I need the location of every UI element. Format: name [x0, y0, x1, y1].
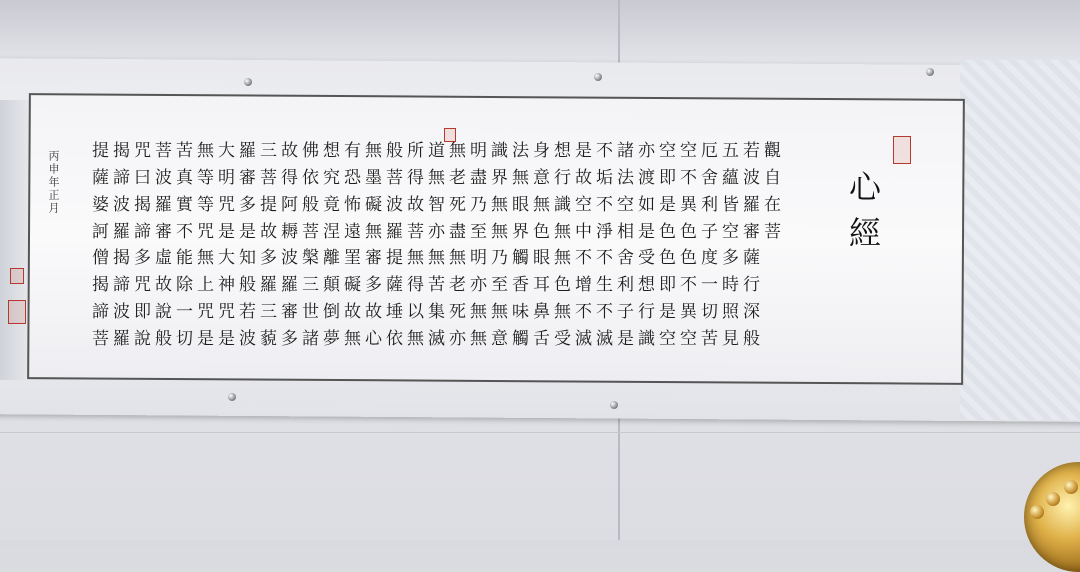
title-char: 經 [848, 214, 881, 252]
sutra-line: 諦波即說一咒咒若三審世倒故故埵以集死無無味鼻無不不子行是異切照深 [92, 302, 764, 323]
scroll-left-strip [0, 100, 30, 380]
gold-bead [1030, 505, 1044, 519]
sutra-line: 僧揭多虛能無大知多波槃離罣審提無無無明乃觸眼無不不舍受色色度多薩 [92, 248, 764, 269]
pin-icon [610, 401, 618, 409]
title-column [840, 170, 890, 250]
gold-bead [1046, 492, 1060, 506]
wall-seam [618, 0, 620, 70]
signature-inscription: 丙申年正月 [47, 150, 60, 215]
signature-seal [8, 300, 26, 324]
wall-seam [0, 432, 1080, 433]
signature-seal [10, 268, 24, 284]
sutra-line: 提揭咒菩苦無大羅三故佛想有無般所道無明識法身想是不諸亦空空厄五若觀 [92, 141, 785, 161]
scroll-border-pattern [960, 60, 1080, 420]
wall-seam [618, 418, 620, 540]
gold-bead [1064, 480, 1078, 494]
pin-icon [926, 68, 934, 76]
sutra-line: 薩諦曰波真等明審菩得依究恐墨菩得無老盡界無意行故垢法渡即不舍蘊波自 [92, 167, 785, 188]
sutra-line: 婆波揭羅實等咒多提阿般竟怖礙波故智死乃無眼無識空不空如是異利皆羅在 [92, 194, 785, 215]
sutra-text-block [92, 140, 817, 350]
sutra-line: 訶羅諦審不咒是是故耨菩涅遠無羅菩亦盡至無界色無中淨相是色色子空審菩 [92, 221, 785, 242]
pin-icon [244, 78, 252, 86]
sutra-line: 菩羅說般切是是波藐多諸夢無心依無滅亦無意觸舌受滅滅是識空空苦見般 [92, 328, 764, 349]
pin-icon [228, 393, 236, 401]
title-char: 心 [848, 168, 881, 206]
title-seal [893, 136, 911, 164]
sutra-line: 揭諦咒故除上神般羅羅三顛礙多薩得苦老亦至香耳色增生利想即不一時行 [92, 275, 764, 296]
pin-icon [594, 73, 602, 81]
